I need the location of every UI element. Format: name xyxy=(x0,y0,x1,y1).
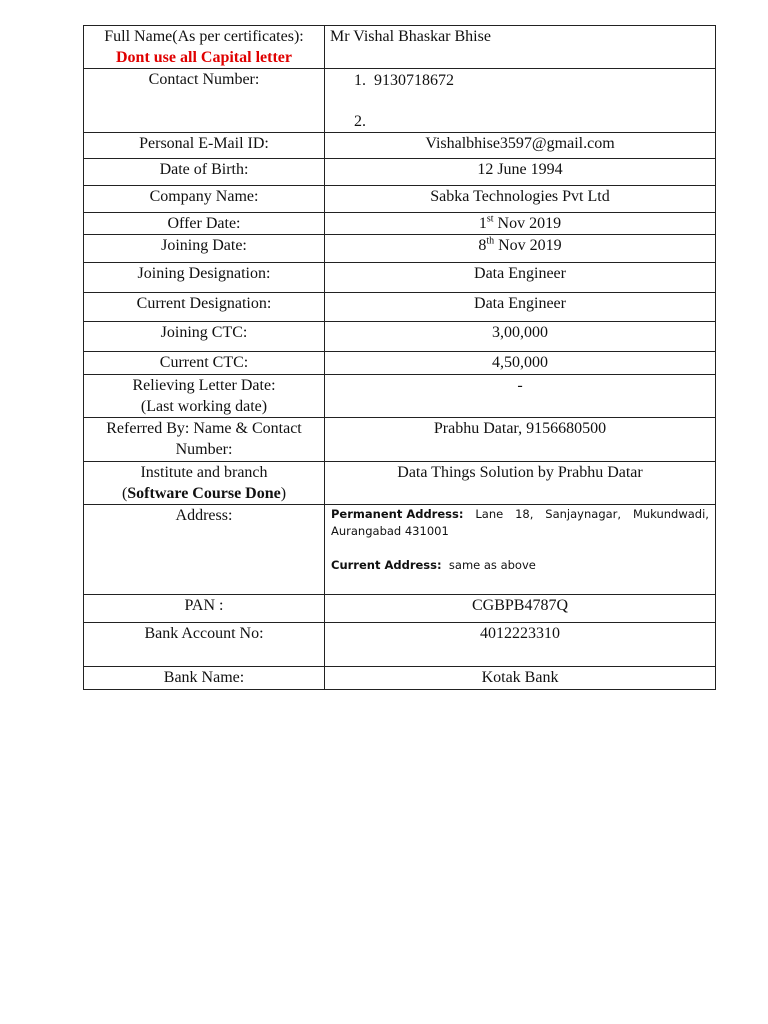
row-email xyxy=(84,133,716,159)
label-pan: PAN : xyxy=(84,595,325,623)
label-current-ctc: Current CTC: xyxy=(84,352,325,375)
row-joining-ctc xyxy=(84,322,716,352)
contact-item: 2. xyxy=(354,113,366,130)
label-referred-by: Referred By: Name & Contact Number: xyxy=(84,418,325,462)
row-bank-name xyxy=(84,667,716,690)
value-institute[interactable]: Data Things Solution by Prabhu Datar xyxy=(325,462,716,505)
label-joining-designation: Joining Designation: xyxy=(84,263,325,293)
label-relieving-date: Relieving Letter Date: (Last working date) xyxy=(84,375,325,418)
row-current-designation xyxy=(84,293,716,322)
value-email[interactable]: Vishalbhise3597@gmail.com xyxy=(325,133,716,159)
label-bank-name: Bank Name: xyxy=(84,667,325,690)
row-address xyxy=(84,505,716,595)
permanent-address-city: Aurangabad 431001 xyxy=(331,524,449,538)
value-referred-by[interactable]: Prabhu Datar, 9156680500 xyxy=(325,418,716,462)
row-company-name xyxy=(84,186,716,213)
label-company-name: Company Name: xyxy=(84,186,325,213)
label-address: Address: xyxy=(84,505,325,595)
row-full-name xyxy=(84,26,716,69)
row-referred-by xyxy=(84,418,716,462)
row-joining-designation xyxy=(84,263,716,293)
row-institute xyxy=(84,462,716,505)
label-current-designation: Current Designation: xyxy=(84,293,325,322)
label-joining-date: Joining Date: xyxy=(84,235,325,263)
row-pan xyxy=(84,595,716,623)
value-bank-name[interactable]: Kotak Bank xyxy=(325,667,716,690)
label-joining-ctc: Joining CTC: xyxy=(84,322,325,352)
row-bank-account xyxy=(84,623,716,667)
value-current-designation[interactable]: Data Engineer xyxy=(325,293,716,322)
employee-details-form xyxy=(83,25,716,690)
value-joining-date[interactable]: 8th Nov 2019 xyxy=(325,235,716,263)
label-email: Personal E-Mail ID: xyxy=(84,133,325,159)
value-relieving-date[interactable]: - xyxy=(325,375,716,418)
label-full-name: Full Name(As per certificates): Dont use all Capital letter xyxy=(84,26,325,69)
value-address[interactable] xyxy=(325,505,716,595)
value-current-ctc[interactable]: 4,50,000 xyxy=(325,352,716,375)
row-offer-date xyxy=(84,213,716,235)
contact-item: 1. 9130718672 xyxy=(354,72,454,89)
label-institute: Institute and branch (Software Course Done) xyxy=(84,462,325,505)
value-bank-account[interactable]: 4012223310 xyxy=(325,623,716,667)
value-joining-designation[interactable]: Data Engineer xyxy=(325,263,716,293)
value-date-of-birth[interactable]: 12 June 1994 xyxy=(325,159,716,186)
row-current-ctc xyxy=(84,352,716,375)
value-full-name[interactable]: Mr Vishal Bhaskar Bhise xyxy=(325,26,716,69)
value-contact-number[interactable] xyxy=(325,69,716,133)
value-pan[interactable]: CGBPB4787Q xyxy=(325,595,716,623)
label-offer-date: Offer Date: xyxy=(84,213,325,235)
row-relieving-date xyxy=(84,375,716,418)
permanent-address-line: Permanent Address: Lane 18, Sanjaynagar, Mukundwadi, xyxy=(331,507,709,521)
row-date-of-birth xyxy=(84,159,716,186)
value-company-name[interactable]: Sabka Technologies Pvt Ltd xyxy=(325,186,716,213)
value-offer-date[interactable]: 1st Nov 2019 xyxy=(325,213,716,235)
label-contact-number: Contact Number: xyxy=(84,69,325,133)
capital-letter-warning: Dont use all Capital letter xyxy=(116,49,292,66)
current-address-line: Current Address: same as above xyxy=(331,558,536,572)
label-bank-account: Bank Account No: xyxy=(84,623,325,667)
row-joining-date xyxy=(84,235,716,263)
value-joining-ctc[interactable]: 3,00,000 xyxy=(325,322,716,352)
label-date-of-birth: Date of Birth: xyxy=(84,159,325,186)
row-contact-number xyxy=(84,69,716,133)
